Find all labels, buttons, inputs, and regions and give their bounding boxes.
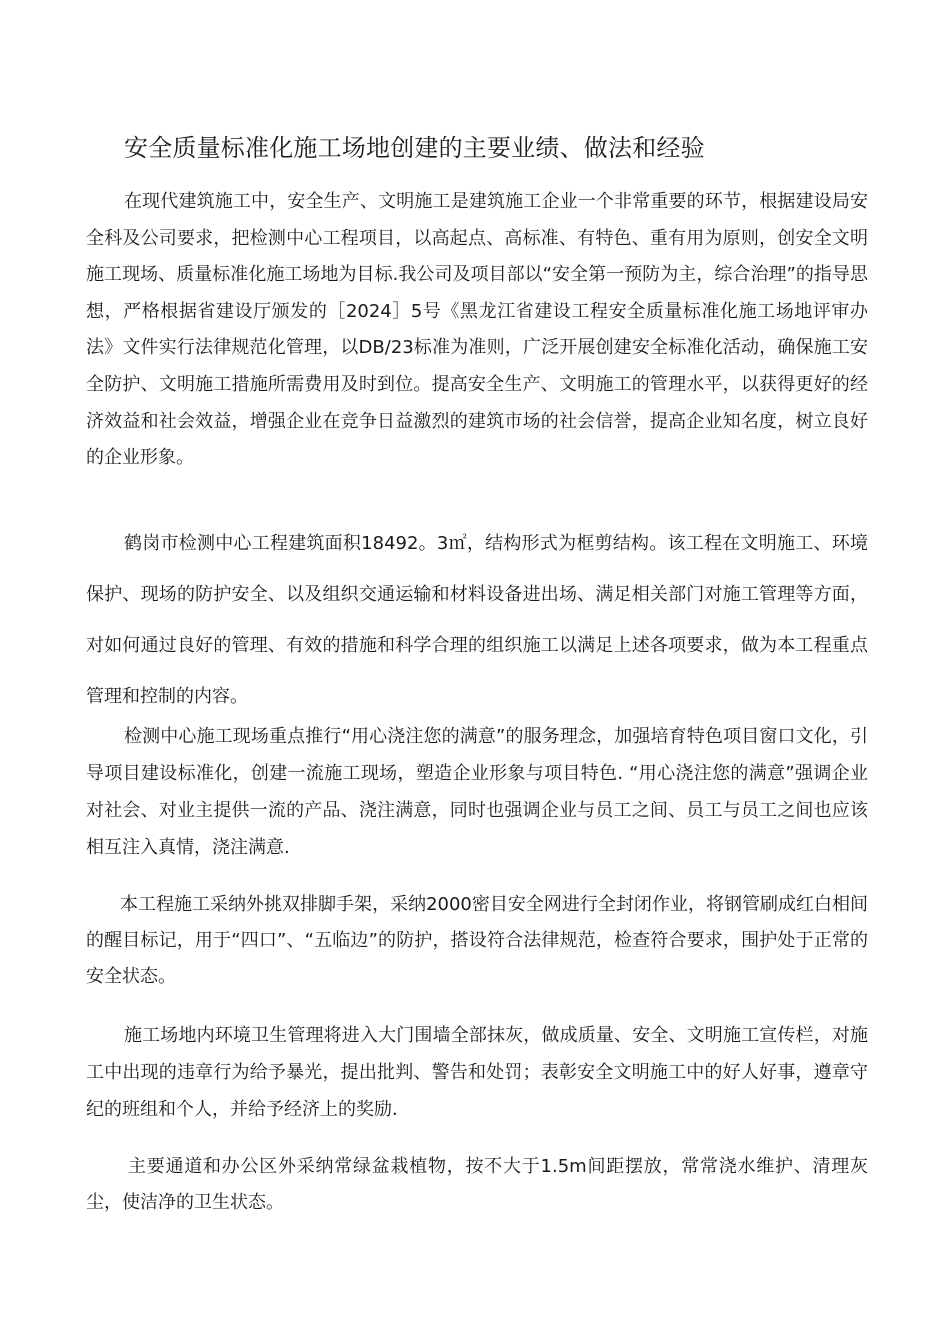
paragraph-site-hygiene: 施工场地内环境卫生管理将进入大门围墙全部抹灰，做成质量、安全、文明施工宣传栏，对施工中出现的违章行为给予暴光，提出批判、警告和处罚；表彰安全文明施工中的好人好事，遵章守纪的班组和个人，并给予经济上的奖励. <box>86 1025 868 1120</box>
paragraph-introduction: 在现代建筑施工中，安全生产、文明施工是建筑施工企业一个非常重要的环节，根据建设局安全科及公司要求，把检测中心工程项目，以高起点、高标准、有特色、重有用为原则，创安全文明施工现场、质量标准化施工场地为目标.我公司及项目部以“安全第一预防为主，综合治理”的指导思想，严格根据省建设厅颁发的［2024］5号《黑龙江省建设工程安全质量标准化施工场地评审办法》文件实行法律规范化管理，以DB/23标准为准则，广泛开展创建安全标准化活动，确保施工安全防护、文明施工措施所需费用及时到位。提高安全生产、文明施工的管理水平，以获得更好的经济效益和社会效益，增强企业在竞争日益激烈的建筑市场的社会信誉，提高企业知名度，树立良好的企业形象。 <box>86 191 868 469</box>
paragraph-greenery: 主要通道和办公区外采纳常绿盆栽植物，按不大于1.5m间距摆放，常常浇水维护、清理灰尘，使洁净的卫生状态。 <box>86 1156 868 1213</box>
paragraph-scaffolding: 本工程施工采纳外挑双排脚手架，采纳2000密目安全网进行全封闭作业，将钢管刷成红白相间的醒目标记，用于“四口”、“五临边”的防护，搭设符合法律规范，检查符合要求，围护处于正常的安全状态。 <box>86 894 868 987</box>
paragraph-service-concept: 检测中心施工现场重点推行“用心浇注您的满意”的服务理念，加强培育特色项目窗口文化，引导项目建设标准化，创建一流施工现场，塑造企业形象与项目特色. “用心浇注您的满意”强调企业对社会、对业主提供一流的产品、浇注满意，同时也强调企业与员工之间、员工与员工之间也应该相互注入真情，浇注满意. <box>86 726 868 858</box>
paragraph-project-overview: 鹤岗市检测中心工程建筑面积18492。3㎡，结构形式为框剪结构。该工程在文明施工、环境保护、现场的防护安全、以及组织交通运输和材料设备进出场、满足相关部门对施工管理等方面，对如何通过良好的管理、有效的措施和科学合理的组织施工以满足上述各项要求，做为本工程重点管理和控制的内容。 <box>86 533 868 707</box>
document-title: 安全质量标准化施工场地创建的主要业绩、做法和经验 <box>124 134 705 162</box>
